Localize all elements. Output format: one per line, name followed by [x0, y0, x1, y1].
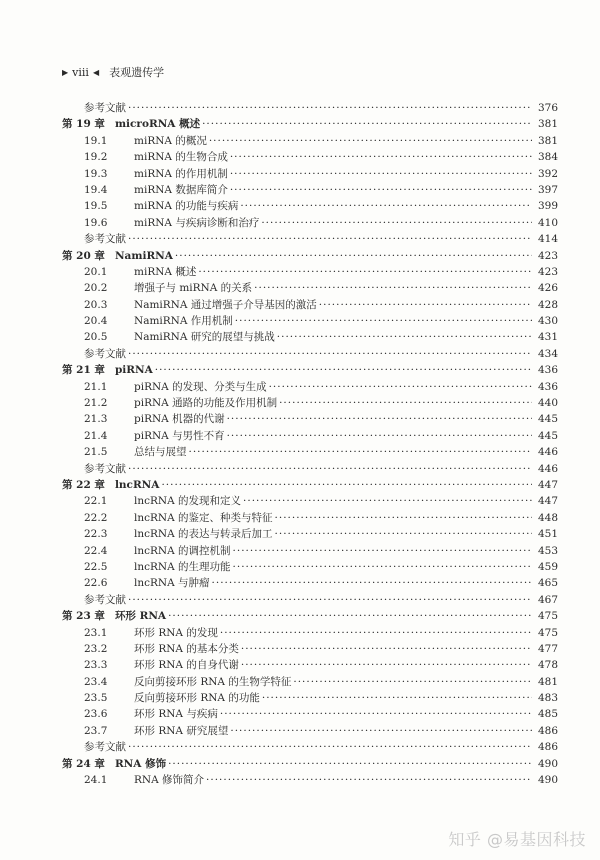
toc-section-row [62, 313, 558, 329]
toc-page-number: 486 [537, 741, 558, 754]
dot-leader [230, 166, 532, 182]
dot-leader [189, 444, 533, 460]
dot-leader [319, 297, 532, 313]
toc-entry-number: 21.5 [84, 446, 108, 459]
toc-section-row [62, 133, 558, 149]
toc-entry-title: NamiRNA 通过增强子介导基因的激活 [134, 298, 317, 311]
dot-leader [220, 625, 532, 641]
dot-leader [233, 543, 532, 559]
toc-entry-number: 22.3 [84, 528, 108, 541]
toc-entry-number: 20.4 [84, 315, 108, 328]
toc-section-row [62, 510, 558, 526]
toc-page-number: 423 [537, 249, 558, 262]
toc-references-row [62, 592, 558, 608]
toc-entry-title: 环形 RNA 与疾病 [134, 708, 218, 721]
toc-page-number: 423 [537, 265, 558, 278]
toc-page-number: 431 [537, 331, 558, 344]
toc-section-row [62, 379, 558, 395]
dot-leader [202, 116, 532, 132]
toc-chapter-row [62, 116, 558, 132]
toc-entry-number: 第 23 章 [62, 610, 105, 623]
toc-entry-title: lncRNA 的表达与转录后加工 [134, 528, 273, 541]
toc-entry-number: 20.3 [84, 298, 108, 311]
toc-page-number: 410 [537, 216, 558, 229]
toc-page-number: 490 [537, 774, 558, 787]
toc-section-row [62, 297, 558, 313]
toc-entry-title: 反向剪接环形 RNA 的功能 [134, 692, 260, 705]
toc-section-row [62, 215, 558, 231]
toc-references-row [62, 231, 558, 247]
toc-entry-title: miRNA 的功能与疾病 [134, 200, 239, 213]
toc-entry-title: 参考文献 [84, 593, 126, 606]
toc-entry-title: 环形 RNA [114, 610, 167, 623]
book-title: 表观遗传学 [109, 66, 165, 79]
dot-leader [230, 723, 532, 739]
toc-section-row [62, 280, 558, 296]
toc-entry-title: 参考文献 [84, 462, 126, 475]
dot-leader [155, 362, 532, 378]
toc-entry-number: 第 22 章 [62, 478, 105, 491]
dot-leader [128, 100, 532, 116]
dot-leader [198, 264, 532, 280]
toc-page-number: 397 [537, 183, 558, 196]
toc-entry-title: NamiRNA 研究的展望与挑战 [134, 331, 275, 344]
toc-section-row [62, 329, 558, 345]
toc-entry-title: miRNA 数据库简介 [134, 183, 228, 196]
dot-leader [227, 411, 532, 427]
dot-leader [243, 493, 532, 509]
toc-entry-title: lncRNA 的调控机制 [134, 544, 231, 557]
toc-entry-title: miRNA 的作用机制 [134, 167, 228, 180]
toc-section-row [62, 493, 558, 509]
toc-entry-number: 第 19 章 [62, 118, 105, 131]
toc-page-number: 486 [537, 724, 558, 737]
toc-entry-number: 19.1 [84, 134, 108, 147]
toc-section-row [62, 395, 558, 411]
toc-chapter-row [62, 362, 558, 378]
dot-leader [262, 690, 532, 706]
toc-entry-title: 反向剪接环形 RNA 的生物学特征 [134, 675, 292, 688]
toc-entry-number: 22.6 [84, 577, 108, 590]
toc-entry-number: 20.2 [84, 282, 108, 295]
toc-entry-title: lncRNA 与肿瘤 [134, 577, 210, 590]
toc-entry-number: 23.1 [84, 626, 108, 639]
toc-entry-title: RNA 修饰简介 [134, 774, 205, 787]
toc-page-number: 434 [537, 347, 558, 360]
dot-leader [269, 379, 532, 395]
toc-section-row [62, 674, 558, 690]
toc-entry-title: NamiRNA [114, 249, 173, 262]
toc-entry-title: microRNA 概述 [114, 118, 201, 131]
toc-entry-number: 23.3 [84, 659, 108, 672]
toc-entry-title: 环形 RNA 的自身代谢 [134, 659, 239, 672]
toc-entry-title: piRNA [114, 364, 153, 377]
dot-leader [235, 313, 532, 329]
toc-section-row [62, 559, 558, 575]
toc-entry-number: 21.4 [84, 429, 108, 442]
toc-section-row [62, 543, 558, 559]
toc-page-number: 447 [537, 478, 558, 491]
toc-entry-number: 第 24 章 [62, 757, 105, 770]
toc-entry-number: 21.1 [84, 380, 108, 393]
toc-page-number: 459 [537, 560, 558, 573]
toc-section-row [62, 657, 558, 673]
toc-entry-title: 参考文献 [84, 102, 126, 114]
running-header [62, 64, 164, 80]
toc-section-row [62, 526, 558, 542]
toc-entry-title: 参考文献 [84, 347, 126, 360]
toc-entry-number: 22.5 [84, 560, 108, 573]
toc-section-row [62, 706, 558, 722]
toc-entry-number: 19.4 [84, 183, 108, 196]
toc-entry-number: 21.3 [84, 413, 108, 426]
dot-leader [168, 756, 532, 772]
toc-page-number: 436 [537, 380, 558, 393]
dot-leader [175, 248, 532, 264]
toc-page-number: 399 [537, 200, 558, 213]
toc-entry-number: 23.5 [84, 692, 108, 705]
dot-leader [233, 559, 532, 575]
dot-leader [261, 215, 532, 231]
toc-chapter-row [62, 477, 558, 493]
toc-entry-number: 20.1 [84, 265, 108, 278]
toc-section-row [62, 772, 558, 788]
toc-page-number: 381 [537, 118, 558, 131]
toc-entry-title: 增强子与 miRNA 的关系 [134, 282, 253, 295]
toc-page-number: 477 [537, 642, 558, 655]
toc-chapter-row [62, 608, 558, 624]
toc-section-row [62, 625, 558, 641]
toc-entry-title: RNA 修饰 [114, 757, 167, 770]
toc-entry-number: 24.1 [84, 774, 108, 787]
toc-entry-number: 22.4 [84, 544, 108, 557]
toc-entry-number: 20.5 [84, 331, 108, 344]
toc-section-row [62, 264, 558, 280]
toc-section-row [62, 182, 558, 198]
toc-entry-number: 23.4 [84, 675, 108, 688]
toc-page-number: 485 [537, 708, 558, 721]
toc-page-number: 445 [537, 429, 558, 442]
toc-entry-number: 21.2 [84, 397, 108, 410]
toc-entry-number: 19.5 [84, 200, 108, 213]
toc-entry-title: 参考文献 [84, 233, 126, 246]
toc-chapter-row [62, 756, 558, 772]
toc-entry-title: NamiRNA 作用机制 [134, 315, 233, 328]
toc-section-row [62, 166, 558, 182]
dot-leader [128, 592, 532, 608]
toc-entry-number: 19.6 [84, 216, 108, 229]
toc-entry-number: 23.6 [84, 708, 108, 721]
toc-section-row [62, 641, 558, 657]
toc-page-number: 475 [537, 626, 558, 639]
dot-leader [212, 575, 532, 591]
toc-entry-title: lncRNA 的生理功能 [134, 560, 231, 573]
dot-leader [275, 510, 532, 526]
dot-leader [227, 428, 532, 444]
toc-page-number: 490 [537, 757, 558, 770]
dot-leader [275, 526, 532, 542]
toc-page-number: 392 [537, 167, 558, 180]
toc-page-number: 465 [537, 577, 558, 590]
toc-page-number: 446 [537, 462, 558, 475]
dot-leader [220, 706, 532, 722]
toc-page-number: 445 [537, 413, 558, 426]
toc-references-row [62, 346, 558, 362]
toc-page-number: 478 [537, 659, 558, 672]
toc-references-row [62, 100, 558, 116]
toc-section-row [62, 428, 558, 444]
dot-leader [230, 149, 532, 165]
toc-entry-number: 22.1 [84, 495, 108, 508]
toc-section-row [62, 723, 558, 739]
toc-page-number: 451 [537, 528, 558, 541]
toc-entry-title: miRNA 与疾病诊断和治疗 [134, 216, 260, 229]
dot-leader [241, 657, 532, 673]
dot-leader [277, 329, 532, 345]
toc-page-number: 381 [537, 134, 558, 147]
toc-entry-number: 23.7 [84, 724, 108, 737]
toc-page-number: 453 [537, 544, 558, 557]
toc-page-number: 428 [537, 298, 558, 311]
watermark: 知乎 @易基因科技 [448, 830, 586, 849]
toc-references-row [62, 739, 558, 755]
toc-section-row [62, 149, 558, 165]
toc-entry-title: miRNA 概述 [134, 265, 197, 278]
toc-entry-title: miRNA 的概况 [134, 134, 207, 147]
toc-page-number: 475 [537, 610, 558, 623]
toc-entry-title: piRNA 的发现、分类与生成 [134, 380, 267, 393]
toc-entry-title: lncRNA 的鉴定、种类与特征 [134, 511, 273, 524]
page-number-roman: viii [72, 65, 89, 79]
toc-page-number: 481 [537, 675, 558, 688]
dot-leader [128, 739, 532, 755]
dot-leader [128, 231, 532, 247]
dot-leader [293, 674, 532, 690]
toc-entry-title: miRNA 的生物合成 [134, 151, 228, 164]
toc-section-row [62, 198, 558, 214]
toc-page-number: 384 [537, 151, 558, 164]
toc-page-number: 447 [537, 495, 558, 508]
dot-leader [241, 641, 532, 657]
dot-leader [206, 772, 532, 788]
dot-leader [240, 198, 532, 214]
toc-section-row [62, 411, 558, 427]
toc-references-row [62, 461, 558, 477]
toc-page-number: 483 [537, 692, 558, 705]
toc-entry-number: 19.2 [84, 151, 108, 164]
dot-leader [230, 182, 532, 198]
dot-leader [161, 477, 532, 493]
toc-entry-number: 22.2 [84, 511, 108, 524]
toc-page-number: 376 [537, 102, 558, 114]
toc-entry-number: 第 20 章 [62, 249, 105, 262]
toc-entry-title: lncRNA 的发现和定义 [134, 495, 242, 508]
dot-leader [279, 395, 532, 411]
toc-section-row [62, 444, 558, 460]
toc-page-number: 446 [537, 446, 558, 459]
table-of-contents [62, 100, 558, 788]
toc-entry-title: 总结与展望 [134, 446, 187, 459]
right-triangle-marker: ▶ [62, 67, 69, 77]
toc-entry-number: 19.3 [84, 167, 108, 180]
toc-entry-title: 环形 RNA 的基本分类 [134, 642, 239, 655]
toc-entry-title: 环形 RNA 的发现 [134, 626, 218, 639]
toc-entry-title: 环形 RNA 研究展望 [134, 724, 229, 737]
toc-entry-title: 参考文献 [84, 741, 126, 754]
left-triangle-marker: ◀ [92, 67, 100, 77]
toc-page-number: 414 [537, 233, 558, 246]
toc-entry-title: piRNA 通路的功能及作用机制 [134, 397, 278, 410]
toc-page-number: 426 [537, 282, 558, 295]
toc-entry-number: 23.2 [84, 642, 108, 655]
toc-chapter-row [62, 248, 558, 264]
toc-page-number: 448 [537, 511, 558, 524]
dot-leader [128, 346, 532, 362]
toc-page-number: 436 [537, 364, 558, 377]
toc-page-number: 440 [537, 397, 558, 410]
toc-page-number: 430 [537, 315, 558, 328]
toc-entry-number: 第 21 章 [62, 364, 105, 377]
dot-leader [168, 608, 532, 624]
dot-leader [128, 461, 532, 477]
toc-section-row [62, 575, 558, 591]
toc-entry-title: piRNA 与男性不育 [134, 429, 225, 442]
toc-entry-title: lncRNA [114, 478, 160, 491]
toc-entry-title: piRNA 机器的代谢 [134, 413, 225, 426]
toc-section-row [62, 690, 558, 706]
dot-leader [254, 280, 532, 296]
toc-page-number: 467 [537, 593, 558, 606]
dot-leader [209, 133, 532, 149]
